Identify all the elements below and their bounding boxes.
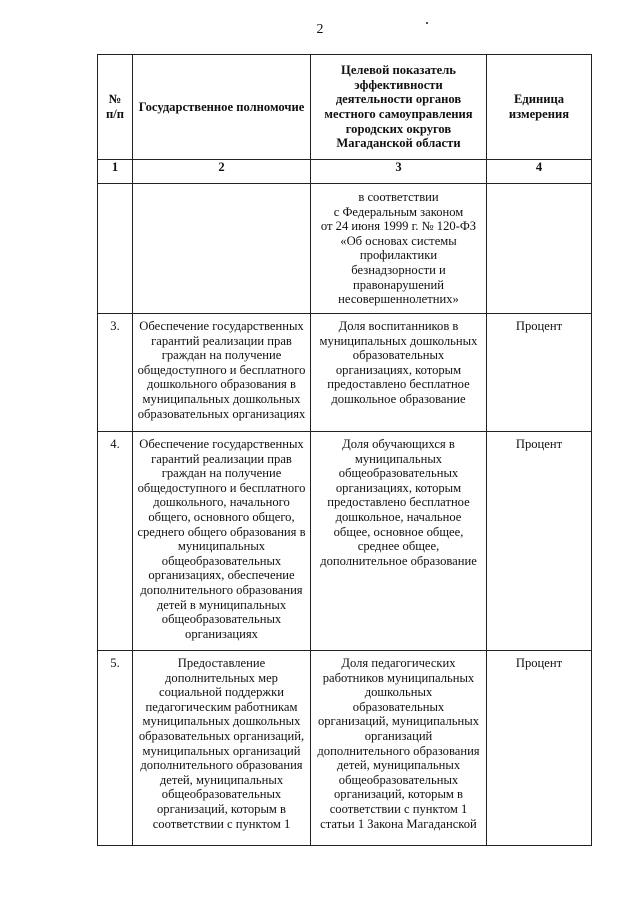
row-number-cell: 4. (98, 432, 133, 651)
header-indicator: Целевой показатель эффективности деятельности органов местного самоуправления городских округов Магаданской области (311, 55, 487, 160)
unit-cell (487, 184, 592, 314)
row-number-cell (98, 184, 133, 314)
indicator-cell: Доля воспитанников в муниципальных дошкольных образовательных организациях, которым предоставлено бесплатное дошкольное образование (311, 314, 487, 432)
scan-speck (426, 22, 428, 24)
column-number-row (98, 160, 592, 184)
table-row-continuation (98, 184, 592, 314)
column-number: 2 (133, 160, 311, 184)
header-unit: Единица измерения (487, 55, 592, 160)
authority-cell: Предоставление дополнительных мер социальной поддержки педагогическим работникам муниципальных дошкольных образовательных организаций, муниципальных организаций дополнительного образования детей, муниципальных общеобразовательных организаций, которым в соответствии с пунктом 1 (133, 651, 311, 846)
row-number-cell: 5. (98, 651, 133, 846)
column-number: 1 (98, 160, 133, 184)
unit-cell: Процент (487, 651, 592, 846)
unit-cell: Процент (487, 314, 592, 432)
indicator-cell: Доля обучающихся в муниципальных общеобразовательных организациях, которым предоставлено бесплатное дошкольное, начальное общее, основное общее, среднее общее, дополнительное образование (311, 432, 487, 651)
authority-cell (133, 184, 311, 314)
unit-cell: Процент (487, 432, 592, 651)
table-header-row (98, 55, 592, 160)
authority-cell: Обеспечение государственных гарантий реализации прав граждан на получение общедоступного и бесплатного дошкольного образования в муниципальных дошкольных образовательных организациях (133, 314, 311, 432)
page-number: 2 (316, 22, 324, 37)
indicator-cell: Доля педагогических работников муниципальных дошкольных образовательных организаций, муниципальных организаций дополнительного образования детей, муниципальных общеобразовательных организаций, которым в соответствии с пунктом 1 статьи 1 Закона Магаданской (311, 651, 487, 846)
row-number-cell: 3. (98, 314, 133, 432)
authority-cell: Обеспечение государственных гарантий реализации прав граждан на получение общедоступного и бесплатного дошкольного, начального общего, основного общего, среднего общего образования в муниципальных общеобразовательных организациях, обеспечение дополнительного образования детей в муниципальных общеобразовательных организациях (133, 432, 311, 651)
column-number: 3 (311, 160, 487, 184)
header-number: № п/п (98, 55, 133, 160)
column-number: 4 (487, 160, 592, 184)
table-row (98, 432, 592, 651)
indicators-table (97, 54, 592, 846)
table-row (98, 314, 592, 432)
table-row (98, 651, 592, 846)
indicator-cell: в соответствии с Федеральным законом от 24 июня 1999 г. № 120-ФЗ «Об основах системы профилактики безнадзорности и правонарушений несовершеннолетних» (311, 184, 487, 314)
header-authority: Государственное полномочие (133, 55, 311, 160)
